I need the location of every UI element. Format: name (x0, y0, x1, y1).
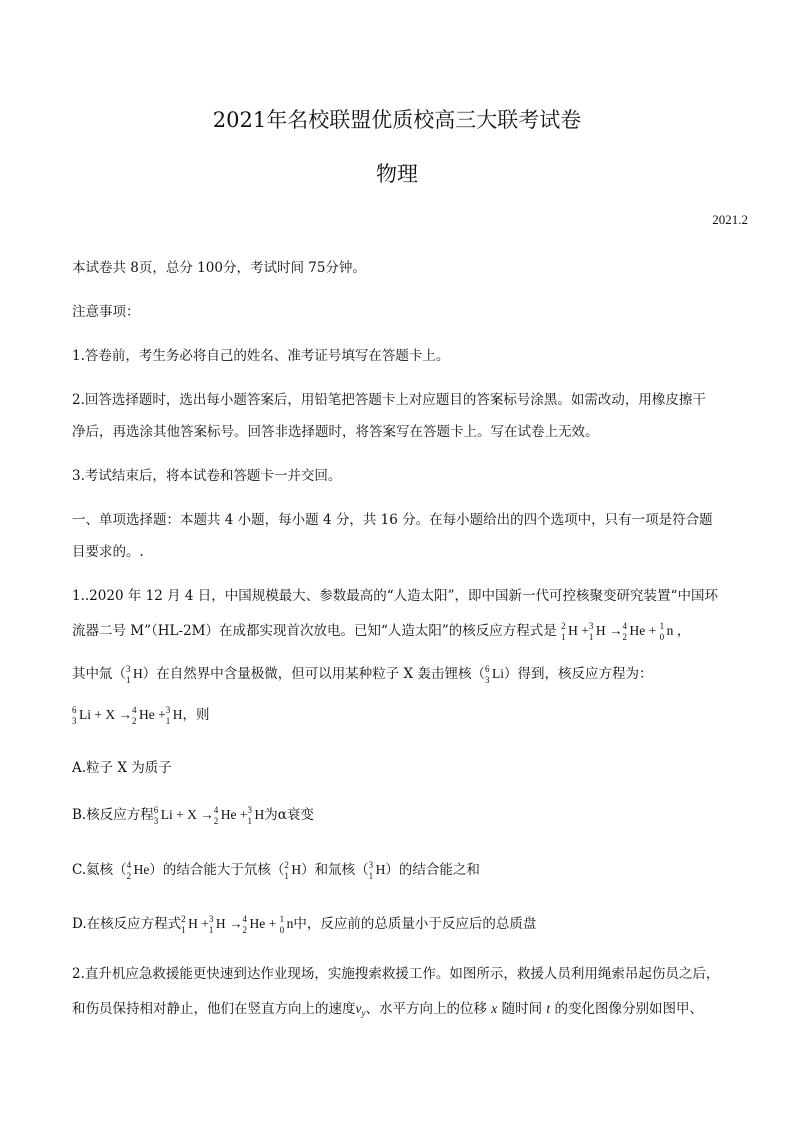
notice-item-3: 3.考试结束后，将本试卷和答题卡一并交回。 (72, 468, 342, 484)
q1-line2 (72, 621, 734, 642)
q1-option-c: C.氦核（ 4 2 He）的结合能大于氘核（ 2 1 H）和氚核（ 3 1 H）的结合能之和 (72, 860, 480, 881)
intro-text: 本试卷共 8页，总分 100分，考试时间 75分钟。 (72, 260, 366, 276)
q1-option-a: A.粒子 X 为质子 (72, 760, 172, 776)
q2-line1: 2.直升机应急救援能更快速到达作业现场，实施搜索救援工作。如图所示，救援人员利用绳索吊起伤员之后， (72, 966, 720, 982)
exam-date: 2021.2 (712, 212, 748, 227)
q1-line3: 其中氚（ 3 1 H）在自然界中含量极微，但可以用某种粒子 X 轰击锂核（ 6 3 Li）得到，核反应方程为： (72, 664, 653, 685)
q2-line2: 和伤员保持相对静止，他们在竖直方向上的速度$v_y$、水平方向上的位移 x 随时间 t 的变化图像分别如图甲、 (72, 1001, 703, 1018)
notice-item-2-line2: 净后，再选涂其他答案标号。回答非选择题时，将答案写在答题卡上。写在试卷上无效。 (72, 424, 599, 440)
notice-heading: 注意事项： (72, 304, 140, 320)
var-v: v (355, 1001, 362, 1016)
q1-line2-text: 流器二号 M”（HL-2M）在成都实现首次放电。已知“人造太阳”的核反应方程式是 (72, 623, 562, 639)
q1-line4: 6 3 Li + X → 4 2 He + 3 1 H，则 (72, 705, 210, 726)
q1-line1: 1..2020 年 12 月 4 日，中国规模最大、参数最高的“人造太阳”，即中国新一代可控核聚变研究装置“中国环 (72, 588, 718, 604)
section1-line2: 目要求的。. (72, 544, 144, 560)
notice-item-2-line1: 2.回答选择题时，选出每小题答案后，用铅笔把答题卡上对应题目的答案标号涂黑。如需改动，用橡皮擦干 (72, 392, 706, 408)
q1-option-b: B.核反应方程 6 3 Li + X → 4 2 He + 3 1 H为α衰变 (72, 805, 314, 826)
notice-item-1: 1.答卷前，考生务必将自己的姓名、准考证号填写在答题卡上。 (72, 348, 450, 364)
lithium-symbol: 6 3 Li (484, 664, 504, 685)
fusion-equation: 2 1 H + 3 1 H → 4 2 He + 1 0 n ， (561, 621, 691, 642)
tritium-symbol: 3 1 H (126, 664, 143, 685)
subject-title: 物理 (376, 162, 418, 186)
q1-option-d: D.在核反应方程式 2 1 H + 3 1 H → 4 2 He + 1 0 n中，反应前的总质量小于反应后的总质盘 (72, 914, 537, 935)
lithium-reaction-equation: 6 3 Li + X → 4 2 He + 3 1 H (72, 705, 183, 726)
section1-line1: 一、单项选择题：本题共 4 小题，每小题 4 分，共 16 分。在每小题给出的四个选项中，只有一项是符合题 (72, 512, 713, 528)
exam-title: 2021年名校联盟优质校高三大联考试卷 (212, 108, 582, 132)
